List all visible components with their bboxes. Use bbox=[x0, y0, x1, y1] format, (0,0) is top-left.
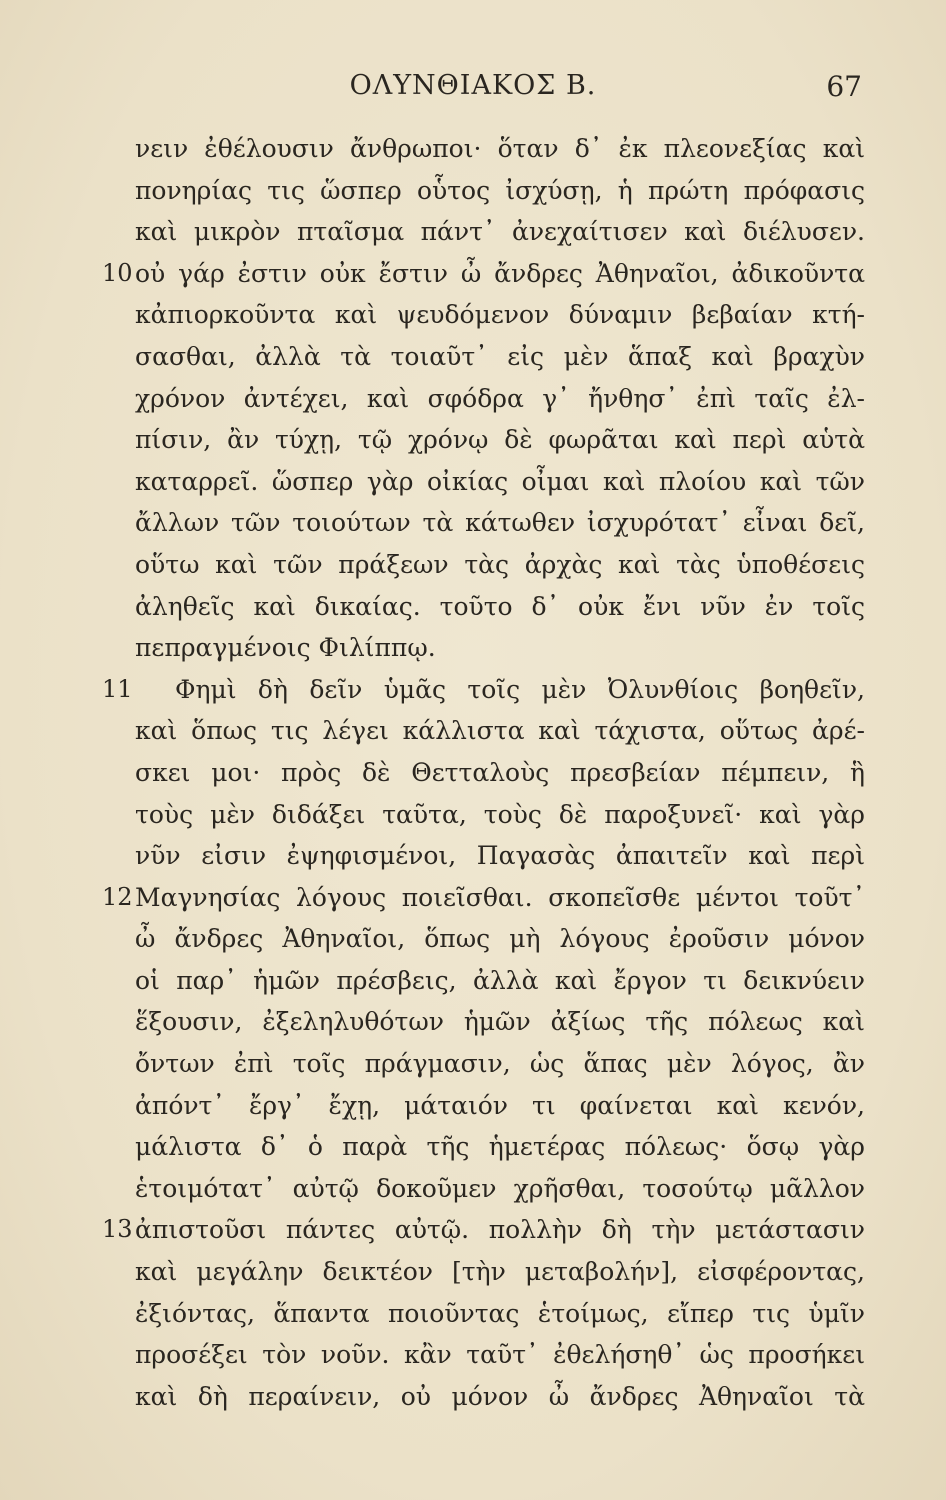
text-line bbox=[0, 752, 946, 794]
line-text: ὄντων ἐπὶ τοῖς πράγμασιν, ὡς ἅπας μὲν λόγος, ἂν bbox=[135, 1049, 865, 1079]
running-title: ΟΛΥΝΘΙΑΚΟΣ Β. bbox=[349, 70, 597, 101]
text-line bbox=[0, 419, 946, 461]
text-line bbox=[0, 960, 946, 1002]
line-text: ὦ ἄνδρες Ἀθηναῖοι, ὅπως μὴ λόγους ἐροῦσιν μόνον bbox=[135, 924, 865, 954]
line-text: καὶ μικρὸν πταῖσμα πάντ᾽ ἀνεχαίτισεν καὶ διέλυσεν. bbox=[135, 217, 865, 247]
text-line bbox=[0, 835, 946, 877]
line-text: ἀληθεῖς καὶ δικαίας. τοῦτο δ᾽ οὐκ ἔνι νῦν ἐν τοῖς bbox=[135, 591, 865, 621]
text-line bbox=[0, 877, 946, 919]
text-line bbox=[0, 294, 946, 336]
text-line bbox=[0, 794, 946, 836]
text-line bbox=[0, 336, 946, 378]
text-line bbox=[0, 669, 946, 711]
section-number: 13 bbox=[102, 1215, 133, 1244]
text-line bbox=[0, 586, 946, 628]
line-text: ἄλλων τῶν τοιούτων τὰ κάτωθεν ἰσχυρότατ᾽ εἶναι δεῖ, bbox=[135, 508, 865, 538]
text-line bbox=[0, 1168, 946, 1210]
text-line bbox=[0, 461, 946, 503]
line-text: νειν ἐθέλουσιν ἄνθρωποι· ὅταν δ᾽ ἐκ πλεονεξίας καὶ bbox=[135, 134, 865, 163]
section-number: 11 bbox=[102, 674, 133, 703]
line-text: πεπραγμένοις Φιλίππῳ. bbox=[135, 633, 436, 663]
line-text: χρόνον ἀντέχει, καὶ σφόδρα γ᾽ ἤνθησ᾽ ἐπὶ ταῖς ἐλ- bbox=[135, 383, 865, 413]
line-text: πονηρίας τις ὥσπερ οὗτος ἰσχύσῃ, ἡ πρώτη πρόφασις bbox=[135, 175, 865, 205]
text-line bbox=[0, 1043, 946, 1085]
text-line bbox=[0, 918, 946, 960]
line-text: ἑτοιμότατ᾽ αὐτῷ δοκοῦμεν χρῆσθαι, τοσούτῳ μᾶλλον bbox=[135, 1173, 865, 1203]
line-text: οὐ γάρ ἐστιν οὐκ ἔστιν ὦ ἄνδρες Ἀθηναῖοι, ἀδικοῦντα bbox=[135, 258, 865, 288]
line-text: καταρρεῖ. ὥσπερ γὰρ οἰκίας οἶμαι καὶ πλοίου καὶ τῶν bbox=[135, 466, 865, 496]
line-text: σκει μοι· πρὸς δὲ Θετταλοὺς πρεσβείαν πέμπειν, ἣ bbox=[135, 757, 865, 787]
line-text: προσέξει τὸν νοῦν. κἂν ταῦτ᾽ ἐθελήσηθ᾽ ὡς προσήκει bbox=[135, 1340, 865, 1370]
page-number: 67 bbox=[826, 70, 862, 103]
line-text: οὕτω καὶ τῶν πράξεων τὰς ἀρχὰς καὶ τὰς ὑποθέσεις bbox=[135, 549, 865, 579]
text-line bbox=[0, 627, 946, 669]
text-line bbox=[0, 170, 946, 212]
line-text: μάλιστα δ᾽ ὁ παρὰ τῆς ἡμετέρας πόλεως· ὅσῳ γὰρ bbox=[135, 1132, 865, 1162]
text-line bbox=[0, 1001, 946, 1043]
line-text: σασθαι, ἀλλὰ τὰ τοιαῦτ᾽ εἰς μὲν ἅπαξ καὶ βραχὺν bbox=[135, 341, 865, 371]
line-text: οἱ παρ᾽ ἡμῶν πρέσβεις, ἀλλὰ καὶ ἔργον τι δεικνύειν bbox=[135, 965, 865, 995]
text-line bbox=[0, 502, 946, 544]
section-number: 10 bbox=[102, 258, 133, 287]
line-text: καὶ δὴ περαίνειν, οὐ μόνον ὦ ἄνδρες Ἀθηναῖοι τὰ bbox=[135, 1381, 865, 1411]
line-text: καὶ ὅπως τις λέγει κάλλιστα καὶ τάχιστα, οὕτως ἀρέ- bbox=[135, 716, 865, 746]
line-text: πίσιν, ἂν τύχῃ, τῷ χρόνῳ δὲ φωρᾶται καὶ περὶ αὑτὰ bbox=[135, 425, 865, 455]
text-line bbox=[0, 1085, 946, 1127]
line-text: καὶ μεγάλην δεικτέον [τὴν μεταβολήν], εἰσφέροντας, bbox=[135, 1257, 865, 1287]
line-text: ἕξουσιν, ἐξεληλυθότων ἡμῶν ἀξίως τῆς πόλεως καὶ bbox=[135, 1007, 865, 1037]
line-text: τοὺς μὲν διδάξει ταῦτα, τοὺς δὲ παροξυνεῖ· καὶ γὰρ bbox=[135, 799, 865, 829]
text-line bbox=[0, 1293, 946, 1335]
text-line bbox=[0, 544, 946, 586]
text-line bbox=[0, 378, 946, 420]
line-text: ἀπιστοῦσι πάντες αὐτῷ. πολλὴν δὴ τὴν μετάστασιν bbox=[135, 1215, 865, 1245]
text-line bbox=[0, 1251, 946, 1293]
page-header bbox=[0, 70, 946, 110]
text-line bbox=[0, 253, 946, 295]
line-text: ἀπόντ᾽ ἔργ᾽ ἔχῃ, μάταιόν τι φαίνεται καὶ κενόν, bbox=[135, 1090, 865, 1120]
line-text: Φημὶ δὴ δεῖν ὑμᾶς τοῖς μὲν Ὀλυνθίοις βοηθεῖν, bbox=[175, 674, 865, 704]
text-line bbox=[0, 710, 946, 752]
line-text: Μαγνησίας λόγους ποιεῖσθαι. σκοπεῖσθε μέντοι τοῦτ᾽ bbox=[135, 882, 865, 912]
text-line bbox=[0, 1209, 946, 1251]
text-line bbox=[0, 1334, 946, 1376]
section-number: 12 bbox=[102, 882, 133, 911]
line-text: νῦν εἰσιν ἐψηφισμένοι, Παγασὰς ἀπαιτεῖν καὶ περὶ bbox=[135, 841, 865, 871]
text-line bbox=[0, 1126, 946, 1168]
greek-text-block bbox=[0, 128, 946, 1417]
text-line bbox=[0, 1376, 946, 1418]
line-text: κἀπιορκοῦντα καὶ ψευδόμενον δύναμιν βεβαίαν κτή- bbox=[135, 300, 865, 330]
line-text: ἐξιόντας, ἅπαντα ποιοῦντας ἑτοίμως, εἴπερ τις ὑμῖν bbox=[135, 1298, 865, 1328]
text-line bbox=[0, 128, 946, 170]
text-line bbox=[0, 211, 946, 253]
